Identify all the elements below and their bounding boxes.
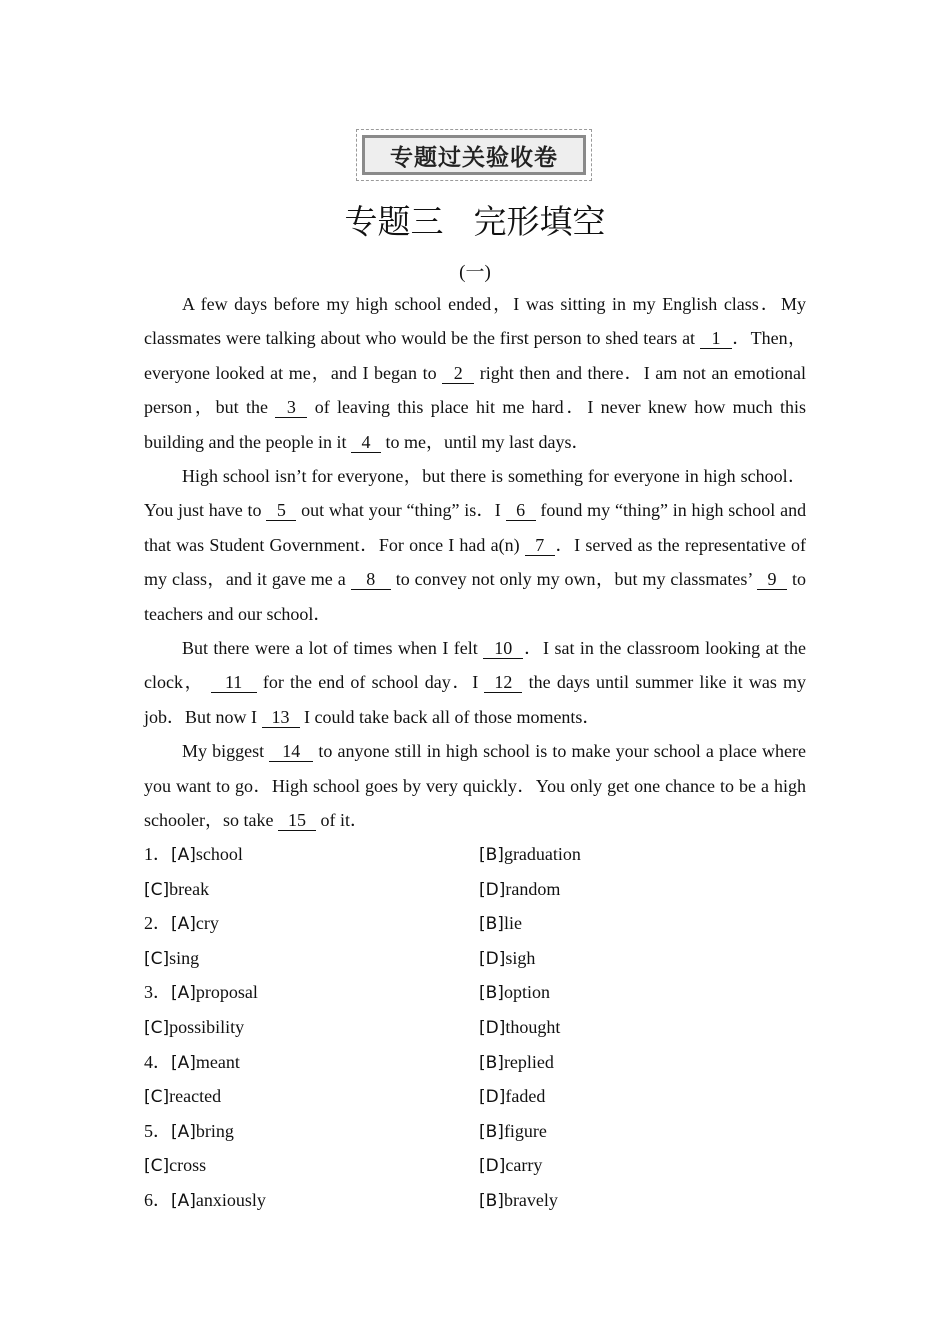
passage-paragraph-2: High school isn’t for everyone，but there is something for everyone in high school．You just have to 5 out what your “thing” is．I 6 found my “thing” in high school and that was Student Government．For once I had a(n) 7 ．I served as the representative of my class，and it gave me a 8 to convey not only my own，but my classmates’ 9 to teachers and our school． [144,466,807,624]
option-row [144,1045,806,1080]
option-row [144,872,806,907]
blank-10[interactable]: 10 [483,638,523,659]
option-row [144,1010,806,1045]
option-left[interactable]: 1．[A]school [144,844,243,865]
blank-8[interactable]: 8 [351,569,391,590]
blank-6[interactable]: 6 [506,500,536,521]
page-title [0,196,950,243]
option-right[interactable]: [B]lie [479,913,522,935]
option-row [144,837,806,872]
option-right[interactable]: [D]faded [479,1086,546,1108]
title-topic-number: 专题三 [344,202,444,241]
passage-paragraph-1: A few days before my high school ended，I was sitting in my English class．My classmates were talking about who would be the first person to shed tears at 1 ．Then，everyone looked at me，and I began to 2 right then and there．I am not an emotional person，but the 3 of leaving this place hit me hard．I never knew how much this building and the people in it 4 to me，until my last days． [144,294,807,452]
option-row [144,1114,806,1149]
option-left[interactable]: 6．[A]anxiously [144,1189,266,1211]
option-right[interactable]: [B]figure [479,1120,547,1142]
option-right[interactable]: [B]graduation [479,844,581,865]
option-left[interactable]: 2．[A]cry [144,913,219,935]
option-right[interactable]: [D]carry [479,1155,543,1177]
option-row [144,1148,806,1183]
passage-paragraph-4: My biggest 14 to anyone still in high school is to make your school a place where you want to go．High school goes by very quickly．You only get one chance to be a high schooler，so take 15 of it． [144,741,807,831]
option-left[interactable]: 4．[A]meant [144,1051,240,1073]
option-row [144,975,806,1010]
blank-15[interactable]: 15 [278,810,316,831]
option-right[interactable]: [D]random [479,878,561,900]
option-right[interactable]: [D]thought [479,1016,561,1038]
blank-14[interactable]: 14 [269,741,313,762]
option-row [144,1183,806,1218]
answer-options [144,837,806,1218]
option-right[interactable]: [B]option [479,982,550,1004]
option-left[interactable]: [C]sing [144,947,200,969]
blank-7[interactable]: 7 [525,535,555,556]
option-left[interactable]: [C]reacted [144,1086,222,1108]
option-left[interactable]: [C]possibility [144,1016,245,1038]
blank-13[interactable]: 13 [262,707,300,728]
section-number: (一) [459,262,491,283]
title-topic-name: 完形填空 [473,202,606,241]
option-left[interactable]: [C]break [144,878,210,900]
cloze-passage [144,287,806,838]
section-badge: 专题过关验收卷 [362,135,586,175]
blank-12[interactable]: 12 [484,672,522,693]
section-badge-frame [356,129,592,181]
option-row [144,906,806,941]
option-left[interactable]: 3．[A]proposal [144,982,258,1004]
option-row [144,941,806,976]
option-left[interactable]: 5．[A]bring [144,1120,234,1142]
blank-1[interactable]: 1 [700,328,732,349]
blank-3[interactable]: 3 [275,397,307,418]
blank-5[interactable]: 5 [266,500,296,521]
option-right[interactable]: [D]sigh [479,947,536,969]
blank-11[interactable]: 11 [211,672,257,693]
option-row [144,1079,806,1114]
passage-paragraph-3: But there were a lot of times when I felt 10 ．I sat in the classroom looking at the clock， 11 for the end of school day．I 12 the days until summer like it was my job．But now I 13 I could take back all of those moments． [144,638,807,727]
option-right[interactable]: [B]bravely [479,1189,558,1211]
blank-9[interactable]: 9 [757,569,787,590]
option-left[interactable]: [C]cross [144,1155,207,1177]
blank-2[interactable]: 2 [442,363,474,384]
blank-4[interactable]: 4 [351,432,381,453]
option-right[interactable]: [B]replied [479,1051,554,1073]
